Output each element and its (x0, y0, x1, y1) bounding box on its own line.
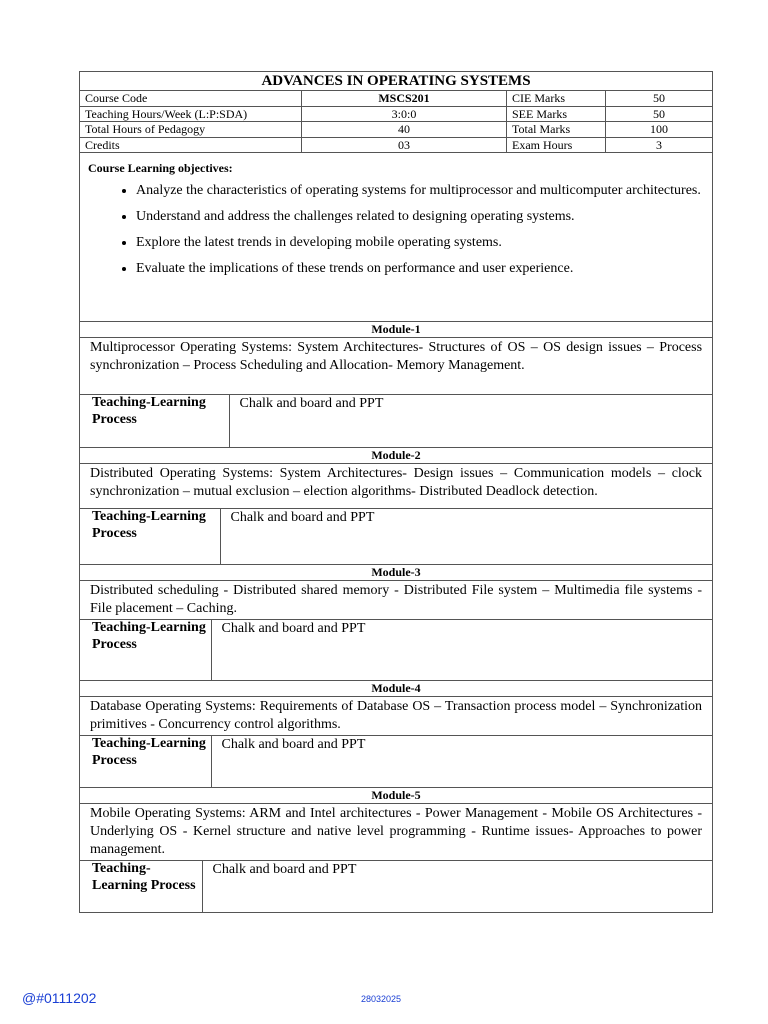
module-2-heading: Module-2 (80, 448, 713, 464)
objectives-list (88, 182, 707, 278)
see-marks-value: 50 (606, 106, 713, 122)
module-4-tlp-label: Teaching-Learning Process (80, 736, 211, 787)
cie-marks-value: 50 (606, 91, 713, 107)
cie-marks-label: CIE Marks (507, 91, 606, 107)
teaching-hours-value: 3:0:0 (302, 106, 507, 122)
credits-label: Credits (80, 137, 302, 153)
module-5-heading: Module-5 (80, 788, 713, 804)
credits-value: 03 (302, 137, 507, 153)
module-2-tlp-label: Teaching-Learning Process (80, 509, 220, 564)
exam-hours-label: Exam Hours (507, 137, 606, 153)
course-code-value: MSCS201 (302, 91, 507, 107)
footer-date: 28032025 (361, 994, 402, 1004)
module-3-content: Distributed scheduling - Distributed shared memory - Distributed File system – Multimedia file systems - File placement – Caching. (80, 581, 713, 620)
module-1-tlp-label: Teaching-Learning Process (80, 395, 229, 447)
module-1-heading: Module-1 (80, 322, 713, 338)
exam-hours-value: 3 (606, 137, 713, 153)
module-2-tlp-value: Chalk and board and PPT (230, 510, 375, 525)
module-1-tlp-row (80, 395, 713, 448)
module-3-heading: Module-3 (80, 565, 713, 581)
module-3-tlp-label: Teaching-Learning Process (80, 620, 211, 680)
objective-item: • Explore the latest trends in developing mobile operating systems. (136, 234, 707, 252)
footer-code: @#0111202 (22, 990, 97, 1006)
pedagogy-hours-value: 40 (302, 122, 507, 138)
syllabus-table (79, 71, 713, 913)
module-4-tlp-row (80, 736, 713, 788)
objective-item: • Understand and address the challenges related to designing operating systems. (136, 208, 707, 226)
syllabus-document (79, 71, 712, 913)
course-code-label: Course Code (80, 91, 302, 107)
objectives-title: Course Learning objectives: (88, 161, 233, 175)
module-1-content: Multiprocessor Operating Systems: System Architectures- Structures of OS – OS design issues – Process synchronization – Process Scheduling and Allocation- Memory Management. (80, 338, 713, 395)
module-3-tlp-row (80, 620, 713, 681)
see-marks-label: SEE Marks (507, 106, 606, 122)
module-2-tlp-row (80, 509, 713, 565)
module-4-tlp-value: Chalk and board and PPT (221, 737, 366, 752)
module-5-tlp-label: Teaching-Learning Process (80, 861, 202, 912)
objective-item: • Analyze the characteristics of operating systems for multiprocessor and multicomputer architectures. (136, 182, 707, 200)
course-title: ADVANCES IN OPERATING SYSTEMS (80, 72, 713, 91)
total-marks-value: 100 (606, 122, 713, 138)
module-3-tlp-value: Chalk and board and PPT (221, 621, 366, 636)
total-marks-label: Total Marks (507, 122, 606, 138)
module-4-content: Database Operating Systems: Requirements of Database OS – Transaction process model – Synchronization primitives - Concurrency control algorithms. (80, 697, 713, 736)
teaching-hours-label: Teaching Hours/Week (L:P:SDA) (80, 106, 302, 122)
module-5-tlp-row (80, 861, 713, 913)
module-1-tlp-value: Chalk and board and PPT (239, 396, 384, 411)
objectives-section (80, 153, 713, 322)
module-5-content: Mobile Operating Systems: ARM and Intel architectures - Power Management - Mobile OS Architectures - Underlying OS - Kernel structure and native level programming - Runtime issues- Approaches to power management. (80, 804, 713, 861)
module-4-heading: Module-4 (80, 681, 713, 697)
module-5-tlp-value: Chalk and board and PPT (212, 862, 357, 877)
objective-item: • Evaluate the implications of these trends on performance and user experience. (136, 260, 707, 278)
module-2-content: Distributed Operating Systems: System Architectures- Design issues – Communication models – clock synchronization – mutual exclusion – election algorithms- Distributed Deadlock detection. (80, 464, 713, 509)
pedagogy-hours-label: Total Hours of Pedagogy (80, 122, 302, 138)
